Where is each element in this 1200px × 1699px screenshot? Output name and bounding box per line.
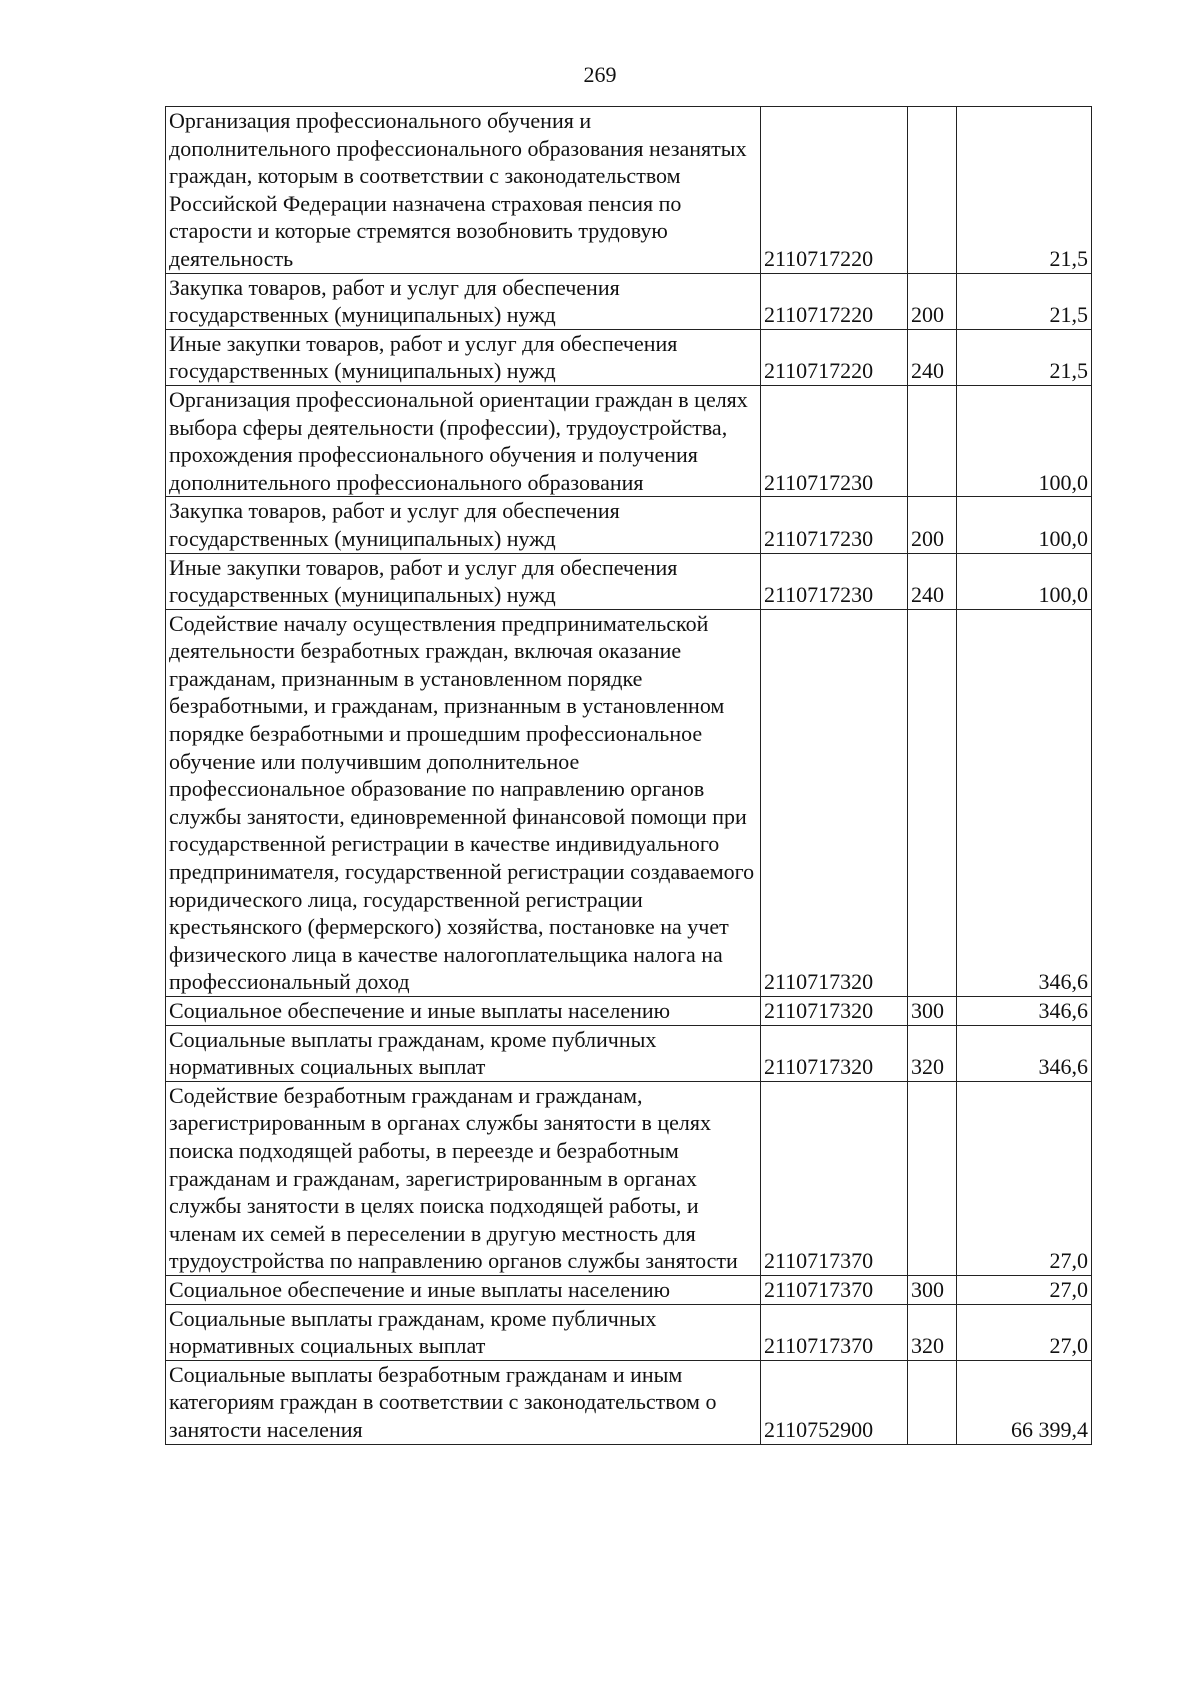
table-row — [166, 997, 1092, 1026]
row-name-cell: Организация профессиональной ориентации граждан в целях выбора сферы деятельности (профессии), трудоустройства, прохождения профессионального обучения и получения дополнительного профессионального образования — [166, 385, 761, 496]
row-sum-cell: 27,0 — [957, 1275, 1092, 1304]
row-type-cell: 320 — [908, 1304, 957, 1360]
row-name-cell: Социальные выплаты безработным гражданам и иным категориям граждан в соответствии с законодательством о занятости населения — [166, 1360, 761, 1444]
row-sum-cell: 21,5 — [957, 107, 1092, 274]
row-sum-cell: 346,6 — [957, 997, 1092, 1026]
row-code-cell: 2110717230 — [761, 385, 908, 496]
row-code-cell: 2110717220 — [761, 107, 908, 274]
row-type-cell: 200 — [908, 273, 957, 329]
table-row — [166, 273, 1092, 329]
budget-table-body — [166, 107, 1092, 1445]
budget-table — [165, 106, 1092, 1445]
row-type-cell: 240 — [908, 553, 957, 609]
row-name-cell: Социальное обеспечение и иные выплаты населению — [166, 997, 761, 1026]
table-row — [166, 1081, 1092, 1275]
table-row — [166, 329, 1092, 385]
row-sum-cell: 27,0 — [957, 1304, 1092, 1360]
row-code-cell: 2110752900 — [761, 1360, 908, 1444]
row-type-cell: 300 — [908, 1275, 957, 1304]
row-name-cell: Иные закупки товаров, работ и услуг для обеспечения государственных (муниципальных) нужд — [166, 553, 761, 609]
table-row — [166, 385, 1092, 496]
row-code-cell: 2110717230 — [761, 553, 908, 609]
row-name-cell: Закупка товаров, работ и услуг для обеспечения государственных (муниципальных) нужд — [166, 273, 761, 329]
table-row — [166, 553, 1092, 609]
row-type-cell — [908, 1360, 957, 1444]
row-sum-cell: 100,0 — [957, 385, 1092, 496]
row-name-cell: Иные закупки товаров, работ и услуг для обеспечения государственных (муниципальных) нужд — [166, 329, 761, 385]
row-type-cell: 240 — [908, 329, 957, 385]
row-name-cell: Социальные выплаты гражданам, кроме публичных нормативных социальных выплат — [166, 1025, 761, 1081]
table-row — [166, 1360, 1092, 1444]
row-name-cell: Содействие безработным гражданам и гражданам, зарегистрированным в органах службы занятости в целях поиска подходящей работы, в переезде и безработным гражданам и гражданам, зарегистрированным в органах службы занятости в целях поиска подходящей работы, и членам их семей в переселении в другую местность для трудоустройства по направлению органов службы занятости — [166, 1081, 761, 1275]
row-sum-cell: 100,0 — [957, 497, 1092, 553]
row-code-cell: 2110717370 — [761, 1275, 908, 1304]
row-type-cell — [908, 1081, 957, 1275]
row-sum-cell: 66 399,4 — [957, 1360, 1092, 1444]
row-sum-cell: 21,5 — [957, 329, 1092, 385]
row-name-cell: Содействие началу осуществления предпринимательской деятельности безработных граждан, включая оказание гражданам, признанным в установленном порядке безработными, и гражданам, признанным в установленном порядке безработными и прошедшим профессиональное обучение или получившим дополнительное профессиональное образование по направлению органов службы занятости, единовременной финансовой помощи при государственной регистрации в качестве индивидуального предпринимателя, государственной регистрации создаваемого юридического лица, государственной регистрации крестьянского (фермерского) хозяйства, постановке на учет физического лица в качестве налогоплательщика налога на профессиональный доход — [166, 609, 761, 996]
table-row — [166, 1304, 1092, 1360]
row-name-cell: Организация профессионального обучения и дополнительного профессионального образования незанятых граждан, которым в соответствии с законодательством Российской Федерации назначена страховая пенсия по старости и которые стремятся возобновить трудовую деятельность — [166, 107, 761, 274]
row-sum-cell: 100,0 — [957, 553, 1092, 609]
row-sum-cell: 21,5 — [957, 273, 1092, 329]
row-type-cell: 320 — [908, 1025, 957, 1081]
row-code-cell: 2110717320 — [761, 997, 908, 1026]
table-row — [166, 497, 1092, 553]
row-name-cell: Социальные выплаты гражданам, кроме публичных нормативных социальных выплат — [166, 1304, 761, 1360]
row-sum-cell: 346,6 — [957, 1025, 1092, 1081]
row-name-cell: Закупка товаров, работ и услуг для обеспечения государственных (муниципальных) нужд — [166, 497, 761, 553]
table-row — [166, 1025, 1092, 1081]
row-code-cell: 2110717320 — [761, 609, 908, 996]
row-code-cell: 2110717320 — [761, 1025, 908, 1081]
row-sum-cell: 27,0 — [957, 1081, 1092, 1275]
page-number: 269 — [583, 62, 617, 87]
row-type-cell: 200 — [908, 497, 957, 553]
row-type-cell — [908, 385, 957, 496]
row-code-cell: 2110717370 — [761, 1081, 908, 1275]
table-row — [166, 107, 1092, 274]
table-row — [166, 1275, 1092, 1304]
row-name-cell: Социальное обеспечение и иные выплаты населению — [166, 1275, 761, 1304]
row-code-cell: 2110717220 — [761, 273, 908, 329]
row-code-cell: 2110717220 — [761, 329, 908, 385]
row-code-cell: 2110717370 — [761, 1304, 908, 1360]
row-type-cell — [908, 107, 957, 274]
row-sum-cell: 346,6 — [957, 609, 1092, 996]
row-type-cell — [908, 609, 957, 996]
table-row — [166, 609, 1092, 996]
row-type-cell: 300 — [908, 997, 957, 1026]
row-code-cell: 2110717230 — [761, 497, 908, 553]
